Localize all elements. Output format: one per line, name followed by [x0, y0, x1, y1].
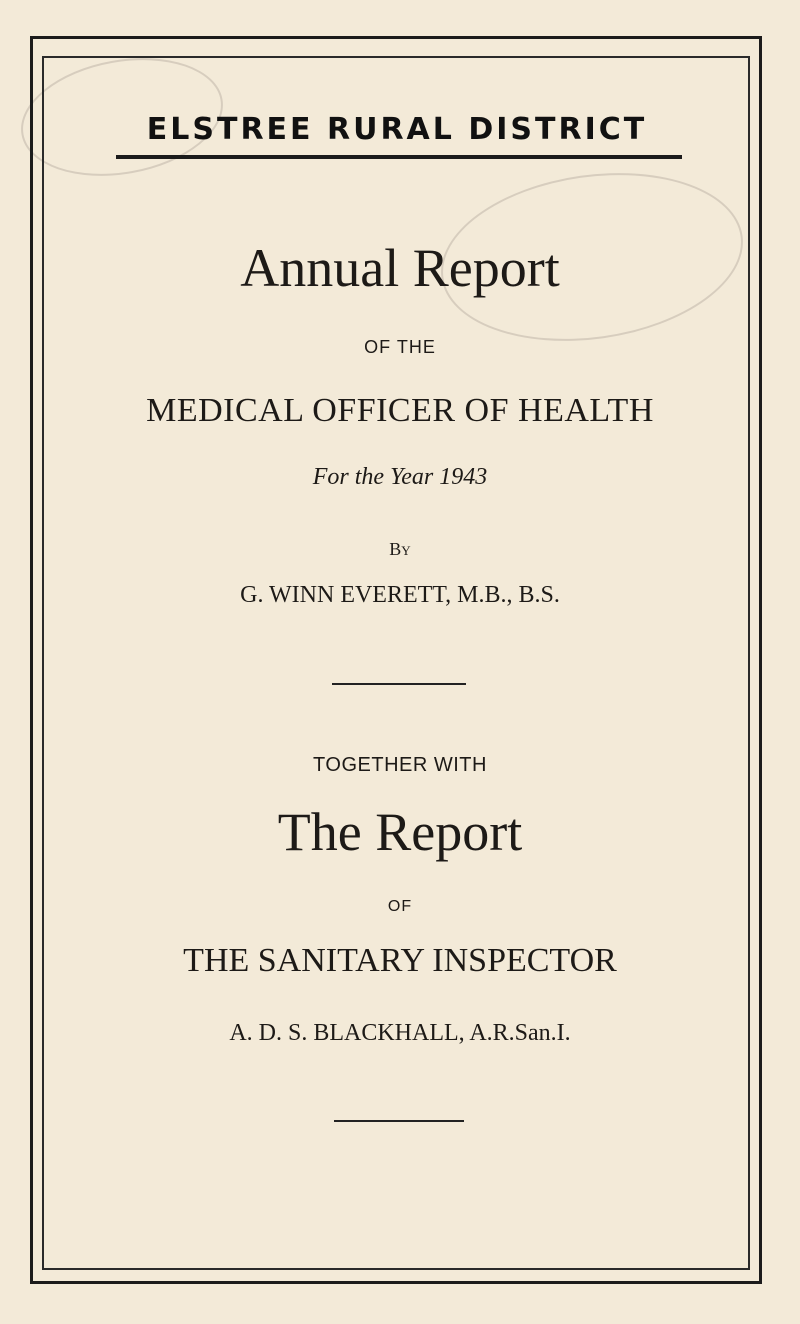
report-year: For the Year 1943 [312, 464, 488, 490]
district-masthead: ELSTREE RURAL DISTRICT [146, 112, 648, 147]
report-title: Annual Report [240, 238, 560, 298]
supplement-name: A. D. S. BLACKHALL, A.R.San.I. [229, 1020, 571, 1046]
together-with: TOGETHER WITH [313, 754, 487, 776]
supplement-office: THE SANITARY INSPECTOR [183, 942, 617, 979]
supplement-title: The Report [277, 802, 523, 862]
supplement-of: OF [387, 898, 413, 915]
report-author: G. WINN EVERETT, M.B., B.S. [240, 582, 560, 608]
report-office: MEDICAL OFFICER OF HEALTH [146, 392, 654, 429]
report-of-the: OF THE [364, 337, 436, 357]
masthead-rule [116, 155, 682, 159]
section-divider [332, 683, 466, 685]
report-by: By [389, 539, 411, 559]
closing-divider [334, 1120, 464, 1122]
